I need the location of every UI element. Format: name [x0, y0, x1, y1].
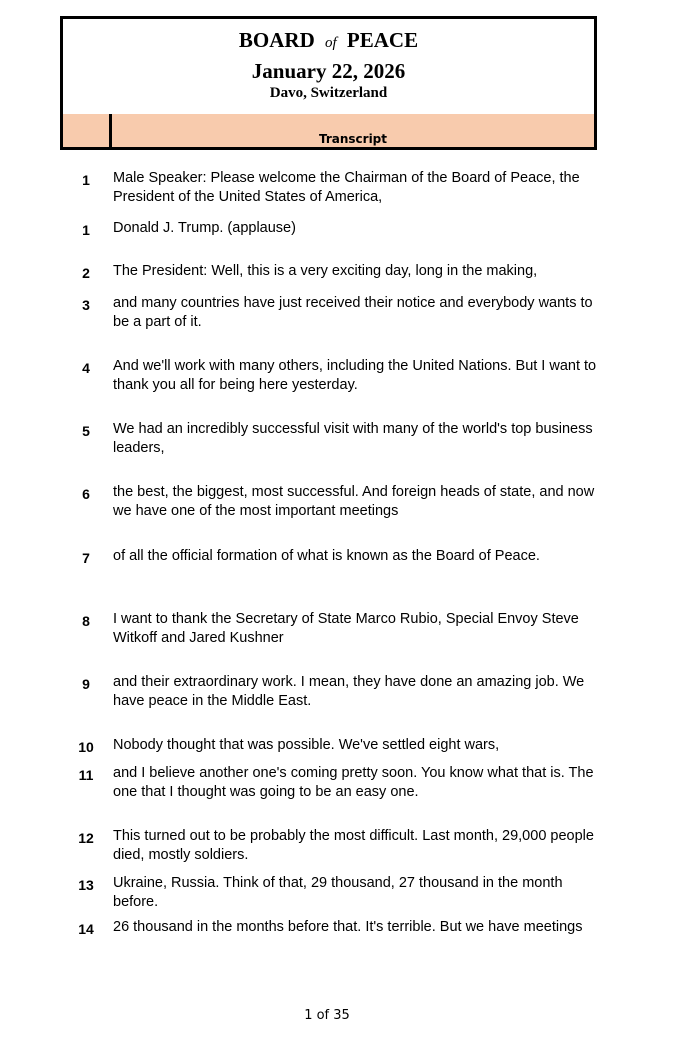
line-number: 4 — [82, 360, 90, 376]
line-text: And we'll work with many others, including the United Nations. But I want to thank you all for being here yesterday. — [113, 358, 597, 393]
line-text: the best, the biggest, most successful. And foreign heads of state, and now we have one of the most important meetings — [113, 484, 595, 519]
line-text: Ukraine, Russia. Think of that, 29 thousand, 27 thousand in the month before. — [113, 875, 563, 910]
line-text: I want to thank the Secretary of State Marco Rubio, Special Envoy Steve Witkoff and Jared Kushner — [113, 611, 579, 646]
document-date: January 22, 2026 — [251, 59, 406, 83]
line-number: 10 — [78, 739, 94, 755]
line-text: of all the official formation of what is known as the Board of Peace. — [113, 548, 540, 564]
title-of: of — [324, 35, 337, 51]
line-text: Donald J. Trump. (applause) — [113, 220, 296, 236]
line-number: 14 — [78, 921, 94, 937]
line-number: 1 — [82, 172, 90, 188]
line-text: Male Speaker: Please welcome the Chairman of the Board of Peace, the President of the United States of America, — [113, 170, 580, 205]
document-location: Davo, Switzerland — [269, 85, 388, 101]
line-text: Nobody thought that was possible. We've settled eight wars, — [113, 737, 500, 753]
line-number: 3 — [82, 297, 90, 313]
line-number: 8 — [82, 613, 90, 629]
transcript-column-header — [60, 114, 597, 150]
line-number: 13 — [78, 877, 94, 893]
line-text: This turned out to be probably the most difficult. Last month, 29,000 people died, mostly soldiers. — [113, 828, 594, 863]
line-number-column-header — [63, 114, 112, 147]
document-title — [63, 28, 594, 55]
line-number: 12 — [78, 830, 94, 846]
line-number: 2 — [82, 265, 90, 281]
line-text: 26 thousand in the months before that. It's terrible. But we have meetings — [113, 919, 583, 935]
title-board: BOARD — [238, 28, 315, 52]
line-number: 5 — [82, 423, 90, 439]
line-number: 1 — [82, 222, 90, 238]
line-text: and I believe another one's coming pretty soon. You know what that is. The one that I thought was going to be an easy one. — [113, 765, 594, 800]
line-text: and many countries have just received their notice and everybody wants to be a part of it. — [113, 295, 593, 330]
document-header — [60, 16, 597, 117]
line-text: We had an incredibly successful visit with many of the world's top business leaders, — [113, 421, 593, 456]
line-number: 7 — [82, 550, 90, 566]
line-text: and their extraordinary work. I mean, they have done an amazing job. We have peace in the Middle East. — [113, 674, 585, 709]
line-number: 6 — [82, 486, 90, 502]
line-number: 9 — [82, 676, 90, 692]
line-number: 11 — [78, 767, 94, 783]
line-text: The President: Well, this is a very exciting day, long in the making, — [113, 263, 538, 279]
transcript-column-label: Transcript — [318, 132, 388, 146]
page-indicator: 1 of 35 — [304, 1008, 350, 1023]
title-peace: PEACE — [346, 28, 419, 52]
